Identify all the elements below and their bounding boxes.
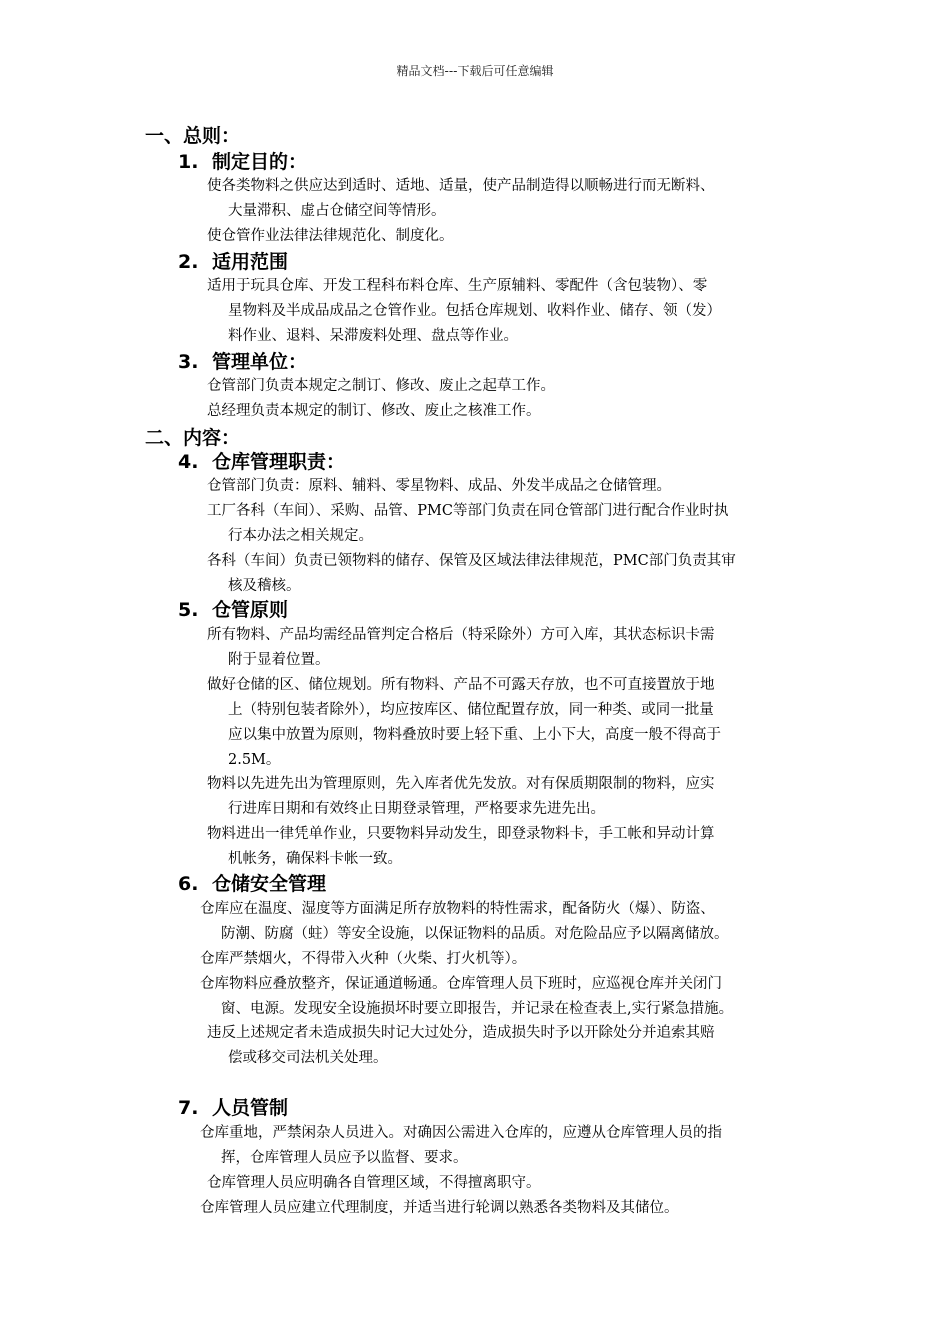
text-line: 物料进出一律凭单作业，只要物料异动发生，即登录物料卡，手工帐和异动计算: [207, 826, 715, 842]
text-line: 挥，仓库管理人员应予以监督、要求。: [221, 1150, 468, 1166]
subsection-heading-6: [178, 872, 326, 896]
text-line: 仓管部门负责本规定之制订、修改、废止之起草工作。: [207, 378, 555, 394]
paragraph-no-smoking: [200, 947, 526, 972]
text-line: 总经理负责本规定的制订、修改、废止之核准工作。: [207, 403, 541, 419]
subsection-title: 仓管原则: [212, 599, 289, 621]
text-line: 做好仓储的区、储位规划。所有物料、产品不可露天存放，也不可直接置放于地: [207, 677, 715, 693]
paragraph-inspection: [207, 623, 715, 673]
subsection-number: 5.: [178, 599, 199, 621]
paragraph-environment: [200, 897, 729, 947]
subsection-heading-7: [178, 1096, 288, 1120]
text-line: 星物料及半成品成品之仓管作业。包括仓库规划、收料作业、储存、领（发）: [228, 303, 721, 319]
text-line: 适用于玩具仓库、开发工程科布料仓库、生产原辅料、零配件（含包装物）、零: [207, 278, 708, 294]
subsection-number: 2.: [178, 251, 199, 273]
section-heading-content: 二、内容：: [145, 427, 241, 449]
text-line: 使仓管作业法律法律规范化、制度化。: [207, 228, 454, 244]
subsection-heading-3: [178, 350, 307, 374]
text-line: 料作业、退料、呆滞废料处理、盘点等作业。: [228, 328, 518, 344]
paragraph-workshop-storage: [207, 549, 736, 599]
text-line: 仓库应在温度、湿度等方面满足所存放物料的特性需求，配备防火（爆）、防盗、: [200, 901, 715, 917]
subsection-heading-1: [178, 150, 307, 174]
text-line: 违反上述规定者未造成损失时记大过处分，造成损失时予以开除处分并追索其赔: [207, 1025, 715, 1041]
text-line: 仓库管理人员应明确各自管理区域，不得擅离职守。: [207, 1175, 541, 1191]
paragraph-documentation: [207, 822, 715, 872]
subsection-number: 3.: [178, 351, 199, 373]
text-line: 使各类物料之供应达到适时、适地、适量，使产品制造得以顺畅进行而无断料、: [207, 178, 715, 194]
paragraph-storage-planning: [207, 673, 721, 773]
text-line: 窗、电源。发现安全设施损坏时要立即报告，并记录在检查表上,实行紧急措施。: [221, 1001, 734, 1017]
text-line: 仓库重地，严禁闲杂人员进入。对确因公需进入仓库的，应遵从仓库管理人员的指: [200, 1125, 722, 1141]
text-line: 物料以先进先出为管理原则，先入库者优先发放。对有保质期限制的物料，应实: [207, 776, 715, 792]
paragraph-stacking: [200, 972, 733, 1022]
subsection-number: 6.: [178, 873, 199, 895]
subsection-number: 7.: [178, 1097, 199, 1119]
paragraph-warehouse-duty: [207, 474, 671, 499]
subsection-title: 仓储安全管理: [212, 873, 327, 895]
text-line: 应以集中放置为原则，物料叠放时要上轻下重、上小下大，高度一般不得高于: [228, 727, 721, 743]
subsection-title: 仓库管理职责：: [212, 451, 346, 473]
paragraph-rotation: [200, 1196, 679, 1221]
paragraph-scope: [207, 274, 721, 349]
subsection-heading-2: [178, 250, 288, 274]
text-line: 核及稽核。: [228, 578, 301, 594]
subsection-title: 人员管制: [212, 1097, 289, 1119]
text-line: 机帐务，确保料卡帐一致。: [228, 851, 402, 867]
paragraph-management-dept: [207, 374, 555, 399]
text-line: 所有物料、产品均需经品管判定合格后（特采除外）方可入库，其状态标识卡需: [207, 627, 715, 643]
paragraph-fifo: [207, 772, 715, 822]
text-line: 上（特别包装者除外），均应按库区、储位配置存放，同一种类、或同一批量: [228, 702, 714, 718]
subsection-heading-4: [178, 450, 345, 474]
section-heading-general: 一、总则：: [145, 125, 241, 147]
text-line: 2.5M。: [228, 752, 281, 768]
text-line: 大量滞积、虚占仓储空间等情形。: [228, 203, 446, 219]
text-line: 偿或移交司法机关处理。: [228, 1050, 388, 1066]
text-line: 仓库管理人员应建立代理制度，并适当进行轮调以熟悉各类物料及其储位。: [200, 1200, 679, 1216]
paragraph-purpose: [207, 174, 715, 224]
text-line: 仓库严禁烟火，不得带入火种（火柴、打火机等）。: [200, 951, 527, 967]
subsection-title: 适用范围: [212, 251, 289, 273]
page-header: 精品文档---下载后可任意编辑: [396, 64, 554, 78]
text-line: 工厂各科（车间）、采购、品管、PMC等部门负责在同仓管部门进行配合作业时执: [207, 503, 729, 519]
subsection-title: 管理单位：: [212, 351, 308, 373]
paragraph-access-control: [200, 1121, 722, 1171]
paragraph-standardization: [207, 224, 454, 249]
text-line: 行本办法之相关规定。: [228, 528, 373, 544]
subsection-number: 4.: [178, 451, 199, 473]
subsection-number: 1.: [178, 151, 199, 173]
text-line: 仓库物料应叠放整齐，保证通道畅通。仓库管理人员下班时，应巡视仓库并关闭门: [200, 976, 722, 992]
text-line: 各科（车间）负责已领物料的储存、保管及区域法律法律规范，PMC部门负责其审: [207, 553, 736, 569]
subsection-title: 制定目的：: [212, 151, 308, 173]
paragraph-responsibility-area: [207, 1171, 541, 1196]
paragraph-dept-cooperation: [207, 499, 728, 549]
text-line: 防潮、防腐（蛀）等安全设施，以保证物料的品质。对危险品应予以隔离储放。: [221, 926, 729, 942]
paragraph-penalty: [207, 1021, 715, 1071]
text-line: 附于显着位置。: [228, 652, 330, 668]
text-line: 仓管部门负责：原料、辅料、零星物料、成品、外发半成品之仓储管理。: [207, 478, 671, 494]
paragraph-general-manager: [207, 399, 541, 424]
text-line: 行进库日期和有效终止日期登录管理，严格要求先进先出。: [228, 801, 605, 817]
subsection-heading-5: [178, 598, 288, 622]
